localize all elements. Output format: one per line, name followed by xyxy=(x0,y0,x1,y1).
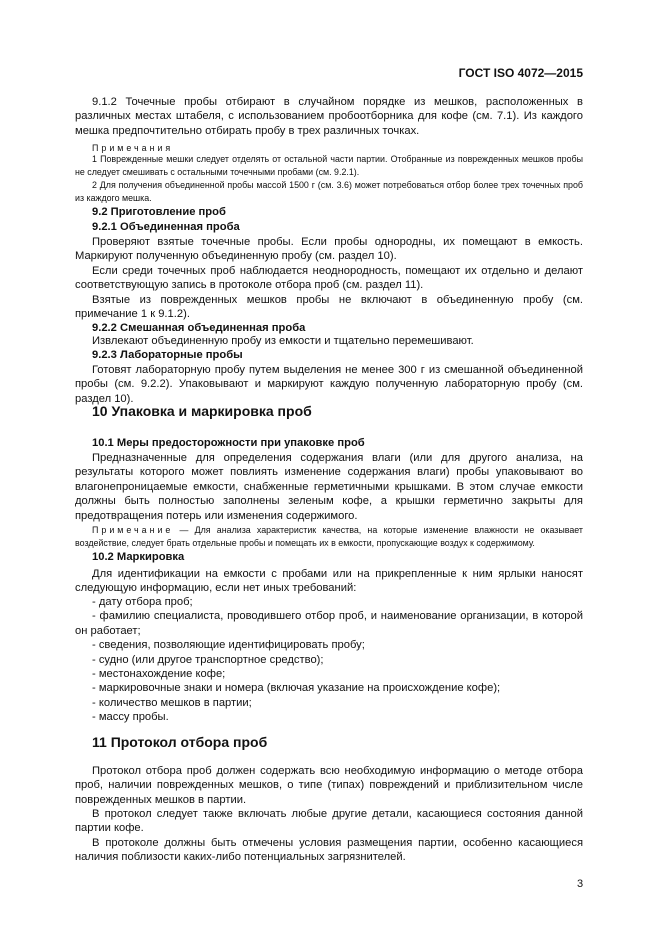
paragraph-9-1-2: 9.1.2 Точечные пробы отбирают в случайном порядке из мешков, расположенных в различных местах штабеля, с использованием пробоотборника для кофе (см. 7.1). Из каждого мешка предпочтительно отбирать пробу в трех различных точках. xyxy=(75,96,583,137)
paragraph-9-2-2: Извлекают объединенную пробу из емкости и тщательно перемешивают. xyxy=(92,335,474,347)
paragraph-9-2-3: Готовят лабораторную пробу путем выделения не менее 300 г из смешанной объединенной пробы (см. 9.2.2). Упаковывают и маркируют каждую полученную лабораторную пробу (см. раздел 10). xyxy=(75,364,583,405)
list-item: - сведения, позволяющие идентифицировать пробу; xyxy=(92,639,365,652)
note-2: 2 Для получения объединенной пробы массой 1500 г (см. 3.6) может потребоваться отбор более трех точечных проб из каждого мешка. xyxy=(75,180,583,203)
paragraph-10-1: Предназначенные для определения содержания влаги (или для другого анализа, на результаты которого может повлиять изменение содержания влаги) пробы упаковывают во влагонепроницаемые емкости, снабженные герметичными крышками. В этом случае емкости должны быть полностью заполнены зеленым кофе, а крышки герметично закрыты для предотвращения потерь или изменения содержимого. xyxy=(75,452,583,522)
list-item: - массу пробы. xyxy=(92,711,169,724)
note-label: Примечание xyxy=(92,525,174,535)
list-item: - количество мешков в партии; xyxy=(92,696,252,709)
note-10-1 xyxy=(75,524,583,549)
paragraph-9-2-1a: Проверяют взятые точечные пробы. Если пробы однородны, их помещают в емкость. Маркируют полученную объединенную пробу (см. раздел 10). xyxy=(75,236,583,263)
list-item: - местонахождение кофе; xyxy=(92,668,226,681)
paragraph-9-2-1c: Взятые из поврежденных мешков пробы не включают в объединенную пробу (см. примечание 1 к 9.1.2). xyxy=(75,294,583,321)
heading-9-2-1: 9.2.1 Объединенная проба xyxy=(92,221,240,233)
heading-9-2: 9.2 Приготовление проб xyxy=(92,206,226,218)
heading-9-2-3: 9.2.3 Лабораторные пробы xyxy=(92,349,243,361)
list-item: - фамилию специалиста, проводившего отбор проб, и наименование организации, в которой он работает; xyxy=(75,610,583,637)
paragraph-10-2: Для идентификации на емкости с пробами или на прикрепленные к ним ярлыки наносят следующую информацию, если нет иных требований: xyxy=(75,568,583,595)
marking-list xyxy=(75,595,583,725)
heading-10-2: 10.2 Маркировка xyxy=(92,551,185,563)
document-header: ГОСТ ISO 4072—2015 xyxy=(458,66,583,80)
list-item: - маркировочные знаки и номера (включая указание на происхождение кофе); xyxy=(92,682,501,695)
paragraph-11a: Протокол отбора проб должен содержать всю необходимую информацию о методе отбора проб, наличии поврежденных мешков, о типе (типах) повреждений и приблизительном числе поврежденных мешков в партии. xyxy=(75,765,583,806)
paragraph-11b: В протокол следует также включать любые другие детали, касающиеся состояния данной партии кофе. xyxy=(75,808,583,835)
list-item: - дату отбора проб; xyxy=(92,596,193,608)
heading-10-1: 10.1 Меры предосторожности при упаковке проб xyxy=(92,437,365,449)
paragraph-9-2-1b: Если среди точечных проб наблюдается неоднородность, помещают их отдельно и делают соответствующую запись в протоколе отбора проб (см. раздел 11). xyxy=(75,265,583,292)
notes-label: Примечания xyxy=(92,143,174,153)
page-number: 3 xyxy=(577,878,584,890)
list-item: - судно (или другое транспортное средство); xyxy=(92,653,324,666)
note-1: 1 Поврежденные мешки следует отделять от остальной части партии. Отобранные из поврежденных мешков пробы не следует смешивать с остальными точечными пробами (см. 9.2.1). xyxy=(75,154,583,177)
heading-11: 11 Протокол отбора проб xyxy=(92,734,268,750)
paragraph-11c: В протоколе должны быть отмечены условия размещения партии, особенно касающиеся наличия поблизости каких-либо потенциальных загрязнителей. xyxy=(75,837,583,864)
note-text: — Для анализа характеристик качества, на которые изменение влажности не оказывает воздействие, следует брать отдельные пробы и помещать их в емкости, пропускающие воздух к содержимому. xyxy=(75,525,583,548)
heading-10: 10 Упаковка и маркировка проб xyxy=(92,403,312,419)
heading-9-2-2: 9.2.2 Смешанная объединенная проба xyxy=(92,322,306,334)
